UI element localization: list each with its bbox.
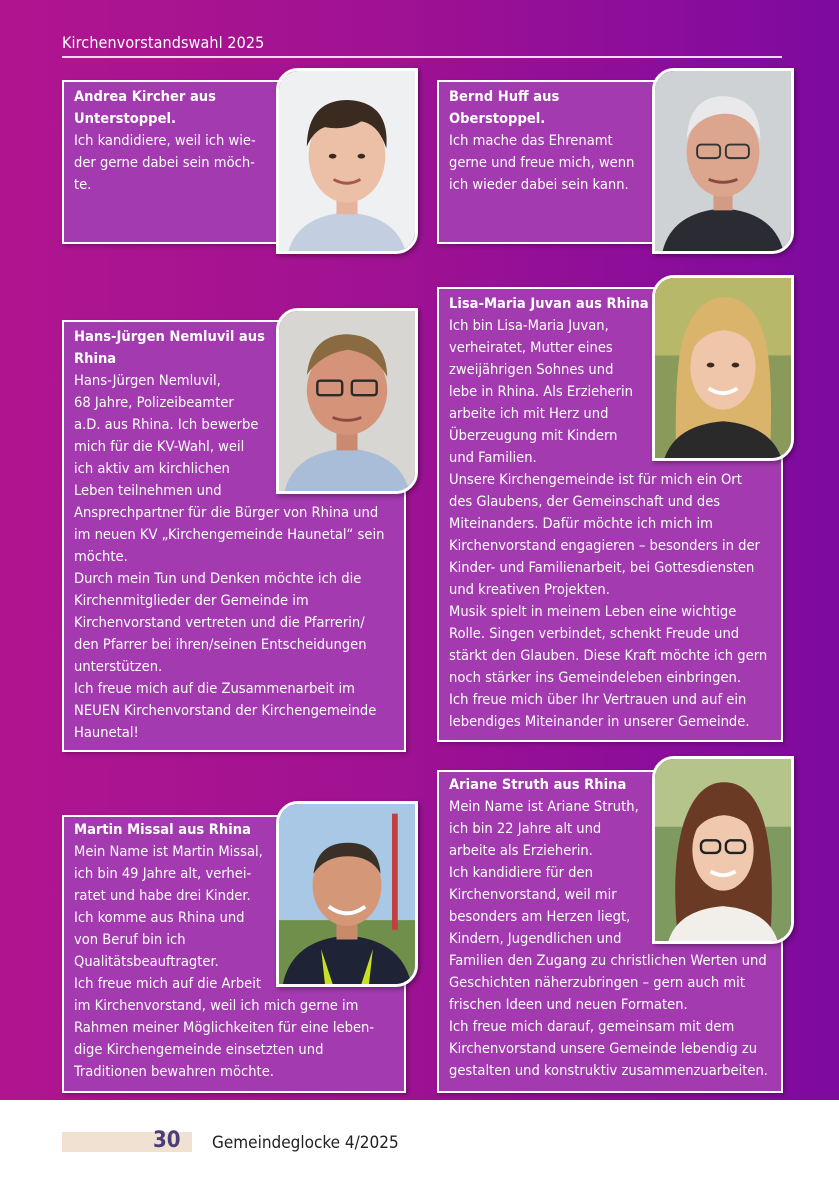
candidate-text-line: der gerne dabei sein möch- bbox=[74, 154, 255, 171]
candidate-text-line: Kinder- und Familienarbeit, bei Gottesdiensten bbox=[449, 559, 755, 576]
candidate-text-line: Kirchenvorstand engagieren – besonders in der bbox=[449, 537, 760, 554]
candidate-text-line: Geschichten näherzubringen – gern auch mit bbox=[449, 974, 745, 991]
candidate-text-line: und Familien. bbox=[449, 449, 537, 466]
candidate-text-line: ich wieder dabei sein kann. bbox=[449, 176, 629, 193]
candidate-text-line: Traditionen bewahren möchte. bbox=[74, 1063, 274, 1080]
candidate-text-line: Miteinanders. Dafür möchte ich mich im bbox=[449, 515, 713, 532]
candidate-text-line: zweijährigen Sohnes und bbox=[449, 361, 614, 378]
candidate-text-line: Musik spielt in meinem Leben eine wichtige bbox=[449, 603, 737, 620]
candidate-text-line: noch stärker ins Gemeindeleben einbringen. bbox=[449, 669, 742, 686]
portrait-photo-icon bbox=[279, 311, 415, 491]
candidate-text-line: 68 Jahre, Polizeibeamter bbox=[74, 394, 234, 411]
page-header-title: Kirchenvorstandswahl 2025 bbox=[62, 33, 265, 52]
candidate-text-line: Qualitätsbeauftragter. bbox=[74, 953, 219, 970]
candidate-text-bernd bbox=[449, 86, 634, 196]
candidate-text-line: verheiratet, Mutter eines bbox=[449, 339, 613, 356]
candidate-text-line: im Kirchenvorstand, weil ich mich gerne im bbox=[74, 997, 359, 1014]
candidate-text-line: arbeite als Erzieherin. bbox=[449, 842, 593, 859]
publication-title: Gemeindeglocke 4/2025 bbox=[212, 1133, 399, 1153]
portrait-photo-icon bbox=[279, 71, 415, 251]
candidate-text-line: lebe in Rhina. Als Erzieherin bbox=[449, 383, 633, 400]
candidate-text-line: Ich kandidiere für den bbox=[449, 864, 593, 881]
candidate-text-line: ich bin 49 Jahre alt, verhei- bbox=[74, 865, 252, 882]
candidate-text-line: Ansprechpartner für die Bürger von Rhina und bbox=[74, 504, 379, 521]
candidate-name-line: Ariane Struth aus Rhina bbox=[449, 776, 627, 793]
candidate-text-line: ich aktiv am kirchlichen bbox=[74, 460, 230, 477]
candidate-name-line: Rhina bbox=[74, 350, 117, 367]
candidate-text-line: im neuen KV „Kirchengemeinde Haunetal“ sein bbox=[74, 526, 385, 543]
candidate-text-line: Ich freue mich auf die Zusammenarbeit im bbox=[74, 680, 355, 697]
page-number: 30 bbox=[153, 1128, 181, 1153]
candidate-text-line: Mein Name ist Martin Missal, bbox=[74, 843, 263, 860]
candidate-text-line: Kirchenmitglieder der Gemeinde im bbox=[74, 592, 309, 609]
candidate-text-line: mich für die KV-Wahl, weil bbox=[74, 438, 245, 455]
candidate-text-line: Leben teilnehmen und bbox=[74, 482, 222, 499]
candidate-name-line: Hans-Jürgen Nemluvil aus bbox=[74, 328, 265, 345]
candidate-name-line: Bernd Huff aus bbox=[449, 88, 560, 105]
candidate-text-line: Ich bin Lisa-Maria Juvan, bbox=[449, 317, 609, 334]
candidate-text-line: Hans-Jürgen Nemluvil, bbox=[74, 372, 221, 389]
candidate-text-line: besonders am Herzen liegt, bbox=[449, 908, 631, 925]
candidate-name-line: Martin Missal aus Rhina bbox=[74, 821, 251, 838]
candidate-text-line: stärkt den Glauben. Diese Kraft möchte ich gern bbox=[449, 647, 768, 664]
portrait-photo-icon bbox=[279, 804, 415, 984]
candidate-text-line: Familien den Zugang zu christlichen Werten und bbox=[449, 952, 767, 969]
candidate-text-line: Haunetal! bbox=[74, 724, 139, 741]
candidate-photo-hans bbox=[276, 308, 418, 494]
candidate-text-line: Ich freue mich auf die Arbeit bbox=[74, 975, 262, 992]
candidate-text-line: NEUEN Kirchenvorstand der Kirchengemeinde bbox=[74, 702, 377, 719]
candidate-text-line: Kindern, Jugendlichen und bbox=[449, 930, 622, 947]
candidate-text-line: des Glaubens, der Gemeinschaft und des bbox=[449, 493, 721, 510]
candidate-text-line: arbeite ich mit Herz und bbox=[449, 405, 609, 422]
portrait-photo-icon bbox=[655, 759, 791, 941]
candidate-text-line: Ich komme aus Rhina und bbox=[74, 909, 245, 926]
candidate-text-line: von Beruf bin ich bbox=[74, 931, 186, 948]
portrait-photo-icon bbox=[655, 278, 791, 458]
candidate-photo-ariane bbox=[652, 756, 794, 944]
candidate-text-line: lebendiges Miteinander in unserer Gemeinde. bbox=[449, 713, 750, 730]
candidate-text-line: Rolle. Singen verbindet, schenkt Freude und bbox=[449, 625, 740, 642]
candidate-text-line: gestalten und konstruktiv zusammenzuarbeiten. bbox=[449, 1062, 768, 1079]
candidate-text-line: Ich freue mich über Ihr Vertrauen und auf ein bbox=[449, 691, 747, 708]
candidate-text-line: Durch mein Tun und Denken möchte ich die bbox=[74, 570, 362, 587]
candidate-text-line: Mein Name ist Ariane Struth, bbox=[449, 798, 639, 815]
candidate-text-line: unterstützen. bbox=[74, 658, 163, 675]
candidate-text-line: ratet und habe drei Kinder. bbox=[74, 887, 251, 904]
candidate-text-line: möchte. bbox=[74, 548, 128, 565]
candidate-text-line: Kirchenvorstand, weil mir bbox=[449, 886, 617, 903]
header-divider bbox=[62, 56, 782, 58]
candidate-text-line: Ich kandidiere, weil ich wie- bbox=[74, 132, 256, 149]
candidate-text-andrea bbox=[74, 86, 256, 196]
candidate-text-line: ich bin 22 Jahre alt und bbox=[449, 820, 602, 837]
candidate-photo-bernd bbox=[652, 68, 794, 254]
candidate-photo-martin bbox=[276, 801, 418, 987]
candidate-text-line: gerne und freue mich, wenn bbox=[449, 154, 635, 171]
candidate-text-line: Kirchenvorstand vertreten und die Pfarrerin/ bbox=[74, 614, 365, 631]
candidate-text-line: Ich freue mich darauf, gemeinsam mit dem bbox=[449, 1018, 735, 1035]
candidate-text-line: Überzeugung mit Kindern bbox=[449, 427, 618, 444]
candidate-name-line: Unterstoppel. bbox=[74, 110, 176, 127]
candidate-name-line: Oberstoppel. bbox=[449, 110, 546, 127]
candidate-text-line: Rahmen meiner Möglichkeiten für eine leben- bbox=[74, 1019, 375, 1036]
candidate-text-line: frischen Ideen und neuen Formaten. bbox=[449, 996, 688, 1013]
candidate-name-line: Lisa-Maria Juvan aus Rhina bbox=[449, 295, 649, 312]
candidate-text-line: a.D. aus Rhina. Ich bewerbe bbox=[74, 416, 259, 433]
candidate-text-line: dige Kirchengemeinde einsetzten und bbox=[74, 1041, 324, 1058]
candidate-text-line: Unsere Kirchengemeinde ist für mich ein Ort bbox=[449, 471, 742, 488]
candidate-text-line: und kreativen Projekten. bbox=[449, 581, 610, 598]
candidate-text-line: den Pfarrer bei ihren/seinen Entscheidungen bbox=[74, 636, 367, 653]
candidate-text-line: te. bbox=[74, 176, 92, 193]
candidate-text-line: Ich mache das Ehrenamt bbox=[449, 132, 613, 149]
candidate-text-line: Kirchenvorstand unsere Gemeinde lebendig zu bbox=[449, 1040, 758, 1057]
portrait-photo-icon bbox=[655, 71, 791, 251]
candidate-photo-lisa bbox=[652, 275, 794, 461]
candidate-name-line: Andrea Kircher aus bbox=[74, 88, 216, 105]
candidate-photo-andrea bbox=[276, 68, 418, 254]
